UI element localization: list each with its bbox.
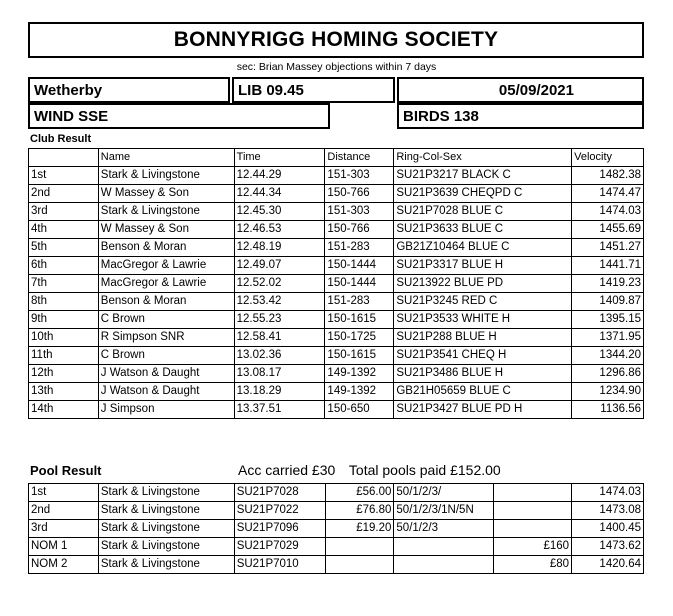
table-row <box>29 538 644 556</box>
table-cell: 50/1/2/3/ <box>394 484 494 502</box>
table-cell: 150-766 <box>325 185 394 203</box>
table-cell: 7th <box>29 275 99 293</box>
table-cell: J Watson & Daught <box>98 383 234 401</box>
table-cell: GB21Z10464 BLUE C <box>394 239 572 257</box>
table-cell: 1441.71 <box>572 257 644 275</box>
table-cell: Stark & Livingstone <box>98 538 234 556</box>
table-cell: Stark & Livingstone <box>98 502 234 520</box>
table-row <box>29 484 644 502</box>
column-header: Time <box>234 149 325 167</box>
table-cell: 151-283 <box>325 239 394 257</box>
table-row <box>29 311 644 329</box>
club-result-table <box>28 148 644 419</box>
table-cell: 13.37.51 <box>234 401 325 419</box>
table-cell: 13th <box>29 383 99 401</box>
table-cell: J Watson & Daught <box>98 365 234 383</box>
table-cell: 1474.03 <box>572 484 644 502</box>
liberation-time: LIB 09.45 <box>232 77 395 103</box>
table-cell: £56.00 <box>325 484 394 502</box>
table-row <box>29 275 644 293</box>
table-cell: 8th <box>29 293 99 311</box>
table-cell: 1474.03 <box>572 203 644 221</box>
table-cell: SU213922 BLUE PD <box>394 275 572 293</box>
table-cell: 6th <box>29 257 99 275</box>
table-cell: 1482.38 <box>572 167 644 185</box>
table-cell: 12.52.02 <box>234 275 325 293</box>
table-cell: Stark & Livingstone <box>98 556 234 574</box>
page-title: BONNYRIGG HOMING SOCIETY <box>28 22 644 58</box>
table-cell <box>325 538 394 556</box>
table-cell: SU21P288 BLUE H <box>394 329 572 347</box>
table-cell: 1296.86 <box>572 365 644 383</box>
table-cell: £160 <box>494 538 572 556</box>
table-row <box>29 293 644 311</box>
table-cell: 12.53.42 <box>234 293 325 311</box>
table-cell <box>394 556 494 574</box>
table-row <box>29 401 644 419</box>
acc-carried: Acc carried £30 <box>238 462 336 478</box>
table-cell: 12.46.53 <box>234 221 325 239</box>
table-cell: R Simpson SNR <box>98 329 234 347</box>
table-cell: 1473.08 <box>572 502 644 520</box>
table-cell: 13.02.36 <box>234 347 325 365</box>
table-cell <box>325 556 394 574</box>
table-cell: 1400.45 <box>572 520 644 538</box>
table-cell: 9th <box>29 311 99 329</box>
table-row <box>29 167 644 185</box>
table-row <box>29 347 644 365</box>
table-cell: Benson & Moran <box>98 239 234 257</box>
table-cell: 150-650 <box>325 401 394 419</box>
table-cell: 1395.15 <box>572 311 644 329</box>
table-cell: 150-1725 <box>325 329 394 347</box>
table-cell: 50/1/2/3/1N/5N <box>394 502 494 520</box>
table-cell: 1455.69 <box>572 221 644 239</box>
table-cell: Stark & Livingstone <box>98 203 234 221</box>
table-cell: Stark & Livingstone <box>98 520 234 538</box>
table-cell: SU21P3633 BLUE C <box>394 221 572 239</box>
table-cell: 14th <box>29 401 99 419</box>
table-cell: W Massey & Son <box>98 221 234 239</box>
table-row <box>29 383 644 401</box>
table-cell: 150-1615 <box>325 347 394 365</box>
table-cell: 1234.90 <box>572 383 644 401</box>
table-cell: C Brown <box>98 311 234 329</box>
table-cell: 12.45.30 <box>234 203 325 221</box>
secretary-note: sec: Brian Massey objections within 7 days <box>236 61 437 73</box>
table-cell: Benson & Moran <box>98 293 234 311</box>
table-cell: 10th <box>29 329 99 347</box>
table-cell: 2nd <box>29 185 99 203</box>
table-cell: SU21P7010 <box>234 556 325 574</box>
table-cell: £19.20 <box>325 520 394 538</box>
table-cell: Stark & Livingstone <box>98 167 234 185</box>
wind-direction: WIND SSE <box>28 103 330 129</box>
table-cell: SU21P3217 BLACK C <box>394 167 572 185</box>
table-cell: 1420.64 <box>572 556 644 574</box>
table-cell: 12.49.07 <box>234 257 325 275</box>
column-header: Name <box>98 149 234 167</box>
table-cell: 1473.62 <box>572 538 644 556</box>
table-row <box>29 365 644 383</box>
table-cell: GB21H05659 BLUE C <box>394 383 572 401</box>
table-cell: 4th <box>29 221 99 239</box>
table-cell: 149-1392 <box>325 383 394 401</box>
table-cell: MacGregor & Lawrie <box>98 275 234 293</box>
table-cell: SU21P7028 <box>234 484 325 502</box>
table-row <box>29 185 644 203</box>
column-header: Velocity <box>572 149 644 167</box>
table-cell: SU21P3245 RED C <box>394 293 572 311</box>
birds-count: BIRDS 138 <box>397 103 644 129</box>
table-cell <box>394 538 494 556</box>
table-cell: 3rd <box>29 520 99 538</box>
table-cell: 151-303 <box>325 167 394 185</box>
table-cell: 12.48.19 <box>234 239 325 257</box>
table-cell: SU21P3427 BLUE PD H <box>394 401 572 419</box>
table-cell: 1474.47 <box>572 185 644 203</box>
table-cell: NOM 2 <box>29 556 99 574</box>
table-cell: 1409.87 <box>572 293 644 311</box>
table-cell: SU21P3486 BLUE H <box>394 365 572 383</box>
table-cell: 1st <box>29 167 99 185</box>
table-cell: SU21P7028 BLUE C <box>394 203 572 221</box>
table-cell: 3rd <box>29 203 99 221</box>
table-cell: SU21P3533 WHITE H <box>394 311 572 329</box>
table-cell: £80 <box>494 556 572 574</box>
table-cell: SU21P7096 <box>234 520 325 538</box>
table-cell: £76.80 <box>325 502 394 520</box>
table-cell: 1451.27 <box>572 239 644 257</box>
table-cell: MacGregor & Lawrie <box>98 257 234 275</box>
table-row <box>29 520 644 538</box>
table-cell: 1344.20 <box>572 347 644 365</box>
table-cell: 1371.95 <box>572 329 644 347</box>
table-cell: 12th <box>29 365 99 383</box>
table-row <box>29 203 644 221</box>
table-cell: SU21P3639 CHEQPD C <box>394 185 572 203</box>
table-cell: 12.44.29 <box>234 167 325 185</box>
table-cell: 150-1615 <box>325 311 394 329</box>
table-cell: 150-1444 <box>325 275 394 293</box>
table-cell: 13.08.17 <box>234 365 325 383</box>
table-cell: 11th <box>29 347 99 365</box>
table-cell: NOM 1 <box>29 538 99 556</box>
table-cell: 5th <box>29 239 99 257</box>
pool-result-label: Pool Result <box>30 463 102 478</box>
table-cell: SU21P3317 BLUE H <box>394 257 572 275</box>
table-cell: SU21P7029 <box>234 538 325 556</box>
table-cell: SU21P7022 <box>234 502 325 520</box>
table-cell <box>494 520 572 538</box>
table-row <box>29 502 644 520</box>
table-cell: 1419.23 <box>572 275 644 293</box>
race-date: 05/09/2021 <box>397 77 644 103</box>
table-cell: 13.18.29 <box>234 383 325 401</box>
race-location: Wetherby <box>28 77 230 103</box>
table-cell: 149-1392 <box>325 365 394 383</box>
column-header: Distance <box>325 149 394 167</box>
table-header-row <box>29 149 644 167</box>
pool-result-table <box>28 483 644 574</box>
total-pools-paid: Total pools paid £152.00 <box>348 462 501 478</box>
table-row <box>29 239 644 257</box>
table-cell: 50/1/2/3 <box>394 520 494 538</box>
table-cell: 1st <box>29 484 99 502</box>
table-cell <box>494 502 572 520</box>
table-cell: SU21P3541 CHEQ H <box>394 347 572 365</box>
table-row <box>29 329 644 347</box>
table-cell: 150-1444 <box>325 257 394 275</box>
table-cell: 1136.56 <box>572 401 644 419</box>
pool-summary <box>238 462 511 478</box>
table-cell: 12.58.41 <box>234 329 325 347</box>
table-cell: Stark & Livingstone <box>98 484 234 502</box>
table-cell: J Simpson <box>98 401 234 419</box>
table-row <box>29 257 644 275</box>
table-cell: 151-303 <box>325 203 394 221</box>
table-cell: 150-766 <box>325 221 394 239</box>
column-header: Ring-Col-Sex <box>394 149 572 167</box>
table-cell: W Massey & Son <box>98 185 234 203</box>
column-header <box>29 149 99 167</box>
table-cell: 2nd <box>29 502 99 520</box>
table-cell: 12.55.23 <box>234 311 325 329</box>
table-cell: 151-283 <box>325 293 394 311</box>
table-cell: C Brown <box>98 347 234 365</box>
table-cell: 12.44.34 <box>234 185 325 203</box>
table-row <box>29 556 644 574</box>
table-row <box>29 221 644 239</box>
club-result-label: Club Result <box>30 133 92 145</box>
table-cell <box>494 484 572 502</box>
